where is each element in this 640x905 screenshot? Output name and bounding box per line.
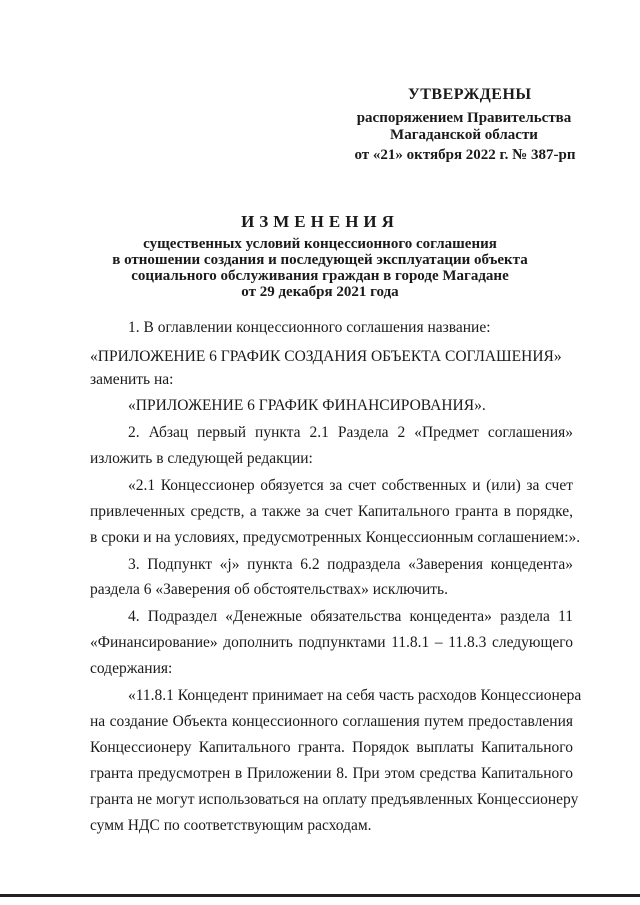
approval-line-1: распоряжением Правительства [356,110,572,126]
paragraph-3-line-2: раздела 6 «Заверения об обстоятельствах» исключить. [90,581,448,598]
paragraph-5-line-1: «11.8.1 Концедент принимает на себя часть расходов Концессионера [128,687,582,704]
document-subtitle-line-3: социального обслуживания граждан в городе Магадане [131,268,509,284]
document-subtitle-line-1: существенных условий концессионного соглашения [143,236,497,252]
paragraph-2-line-4: привлеченных средств, а также за счет Капитального гранта в порядке, [90,503,573,520]
paragraph-4-line-2: «Финансирование» дополнить подпунктами 11.8.1 – 11.8.3 следующего [90,634,573,651]
paragraph-2-line-2: изложить в следующей редакции: [90,450,313,467]
paragraph-5-line-6: сумм НДС по соответствующим расходам. [90,817,372,834]
paragraph-5-line-2: на создание Объекта концессионного соглашения путем предоставления [90,713,573,730]
approval-title: УТВЕРЖДЕНЫ [408,86,532,103]
paragraph-1-line-2: «ПРИЛОЖЕНИЕ 6 ГРАФИК СОЗДАНИЯ ОБЪЕКТА СОГЛАШЕНИЯ» [90,348,562,365]
paragraph-4-line-3: содержания: [90,660,173,677]
document-heading: ИЗМЕНЕНИЯ [241,212,399,231]
approval-line-2: Магаданской области [390,127,538,143]
paragraph-2-line-5: в сроки и на условиях, предусмотренных Концессионным соглашением:». [90,529,581,546]
paragraph-5-line-3: Концессионеру Капитального гранта. Порядок выплаты Капитального [90,739,573,756]
paragraph-4-line-1: 4. Подраздел «Денежные обязательства концедента» раздела 11 [128,608,573,625]
paragraph-3-line-1: 3. Подпункт «j» пункта 6.2 подраздела «Заверения концедента» [128,556,573,573]
paragraph-5-line-4: гранта предусмотрен в Приложении 8. При этом средства Капитального [90,765,573,782]
paragraph-2-line-1: 2. Абзац первый пункта 2.1 Раздела 2 «Предмет соглашения» [128,424,573,441]
paragraph-1-line-3: заменить на: [90,371,174,388]
scan-edge-line [0,894,640,897]
paragraph-1-line-1: 1. В оглавлении концессионного соглашения название: [128,319,491,336]
document-subtitle-line-4: от 29 декабря 2021 года [241,284,399,300]
paragraph-2-line-3: «2.1 Концессионер обязуется за счет собственных и (или) за счет [128,477,573,494]
approval-line-3: от «21» октября 2022 г. № 387-рп [354,147,576,163]
paragraph-5-line-5: гранта не могут использоваться на оплату предъявленных Концессионеру [90,791,579,808]
paragraph-1-line-4: «ПРИЛОЖЕНИЕ 6 ГРАФИК ФИНАНСИРОВАНИЯ». [128,397,486,414]
document-subtitle-line-2: в отношении создания и последующей эксплуатации объекта [112,252,528,268]
